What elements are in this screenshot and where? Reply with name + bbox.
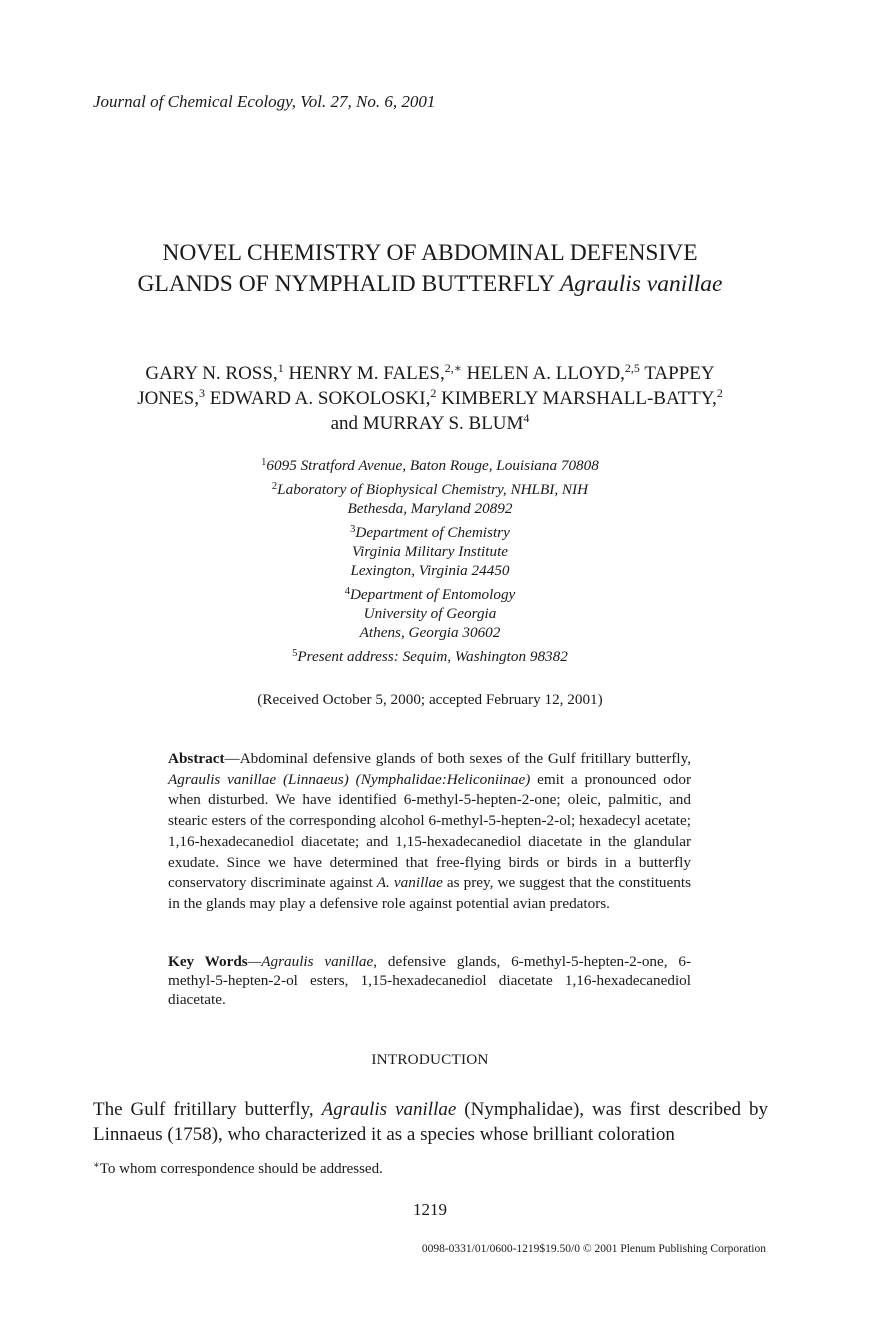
section-heading: INTRODUCTION (371, 1051, 489, 1068)
author-name: KIMBERLY MARSHALL-BATTY, (441, 388, 717, 409)
keywords-label: Key Words (168, 953, 248, 970)
author-line-3 (80, 411, 780, 436)
abstract: Abstract—Abdominal defensive glands of both sexes of the Gulf fritillary butterfly, Agraulis vanillae (Linnaeus) (Nymphalidae:Heliconiinae) emit a pronounced odor when disturbed. We have identified 6-methyl-5-hepten-2-one; oleic, palmitic, and stearic esters of the corresponding alcohol 6-methyl-5-hepten-2-ol; hexadecyl acetate; 1,16-hexadecanediol diacetate; and 1,15-hexadecanediol diacetate in the glandular exudate. Since we have determined that free-flying birds or birds in a butterfly conservatory discriminate against A. vanillae as prey, we suggest that the constituents in the glands may play a defensive role against potential avian predators. (168, 750, 691, 912)
affiliation-1: $^1$6095 Stratford Avenue, Baton Rouge, Louisiana 70808 (261, 457, 599, 474)
author-name: JONES, (137, 388, 199, 409)
footnote: ∗To whom correspondence should be addressed. (93, 1160, 383, 1177)
author-affil-mark: 4 (523, 411, 530, 425)
author-list (80, 361, 780, 436)
title-line-2: GLANDS OF NYMPHALID BUTTERFLY Agraulis vanillae (137, 271, 723, 297)
key-words: Key Words—Agraulis vanillae, defensive glands, 6-methyl-5-hepten-2-one, 6-methyl-5-hepten-2-ol esters, 1,15-hexadecanediol diacetate 1,16-hexadecanediol diacetate. (168, 953, 691, 1008)
title-species: Agraulis vanillae (559, 271, 723, 297)
author-name: EDWARD A. SOKOLOSKI, (209, 388, 431, 409)
copyright-line: 0098-0331/01/0600-1219$19.50/0 © 2001 Plenum Publishing Corporation (421, 1243, 766, 1255)
affiliation-3: $^3$Department of Chemistry Virginia Military Institute Lexington, Virginia 24450 (350, 524, 510, 579)
author-affil-mark: 2,∗ (444, 361, 462, 375)
author-affil-mark: 2 (430, 386, 437, 400)
page-number: 1219 (413, 1200, 447, 1219)
author-name: HENRY M. FALES, (288, 363, 445, 384)
author-affil-mark: 3 (198, 386, 205, 400)
affiliations (180, 456, 680, 671)
paper-title (80, 238, 780, 300)
title-line-1: NOVEL CHEMISTRY OF ABDOMINAL DEFENSIVE (162, 240, 698, 266)
footnote-mark: ∗ (93, 1160, 100, 1171)
author-affil-mark: 1 (277, 361, 284, 375)
received-dates: (Received October 5, 2000; accepted February 12, 2001) (257, 691, 603, 708)
journal-citation: Journal of Chemical Ecology, Vol. 27, No. 6, 2001 (93, 92, 436, 111)
affiliation-5: $^5$Present address: Sequim, Washington 98382 (292, 648, 568, 665)
abstract-label: Abstract (168, 750, 225, 767)
author-affil-mark: 2,5 (624, 361, 640, 375)
author-name: TAPPEY (644, 363, 715, 384)
affiliation-4: $^4$Department of Entomology University of Georgia Athens, Georgia 30602 (344, 586, 516, 641)
intro-paragraph: The Gulf fritillary butterfly, Agraulis vanillae (Nymphalidae), was first described by Linnaeus (1758), who characterized it as a species whose brilliant coloration (93, 1099, 768, 1145)
author-name: MURRAY S. BLUM (362, 413, 524, 434)
author-conjunction: and (330, 413, 358, 434)
author-name: HELEN A. LLOYD, (466, 363, 625, 384)
author-name: GARY N. ROSS, (145, 363, 278, 384)
author-line-1 (80, 361, 780, 386)
affiliation-2: $^2$Laboratory of Biophysical Chemistry, NHLBI, NIH Bethesda, Maryland 20892 (271, 481, 589, 517)
author-line-2 (80, 386, 780, 411)
author-affil-mark: 2 (716, 386, 723, 400)
